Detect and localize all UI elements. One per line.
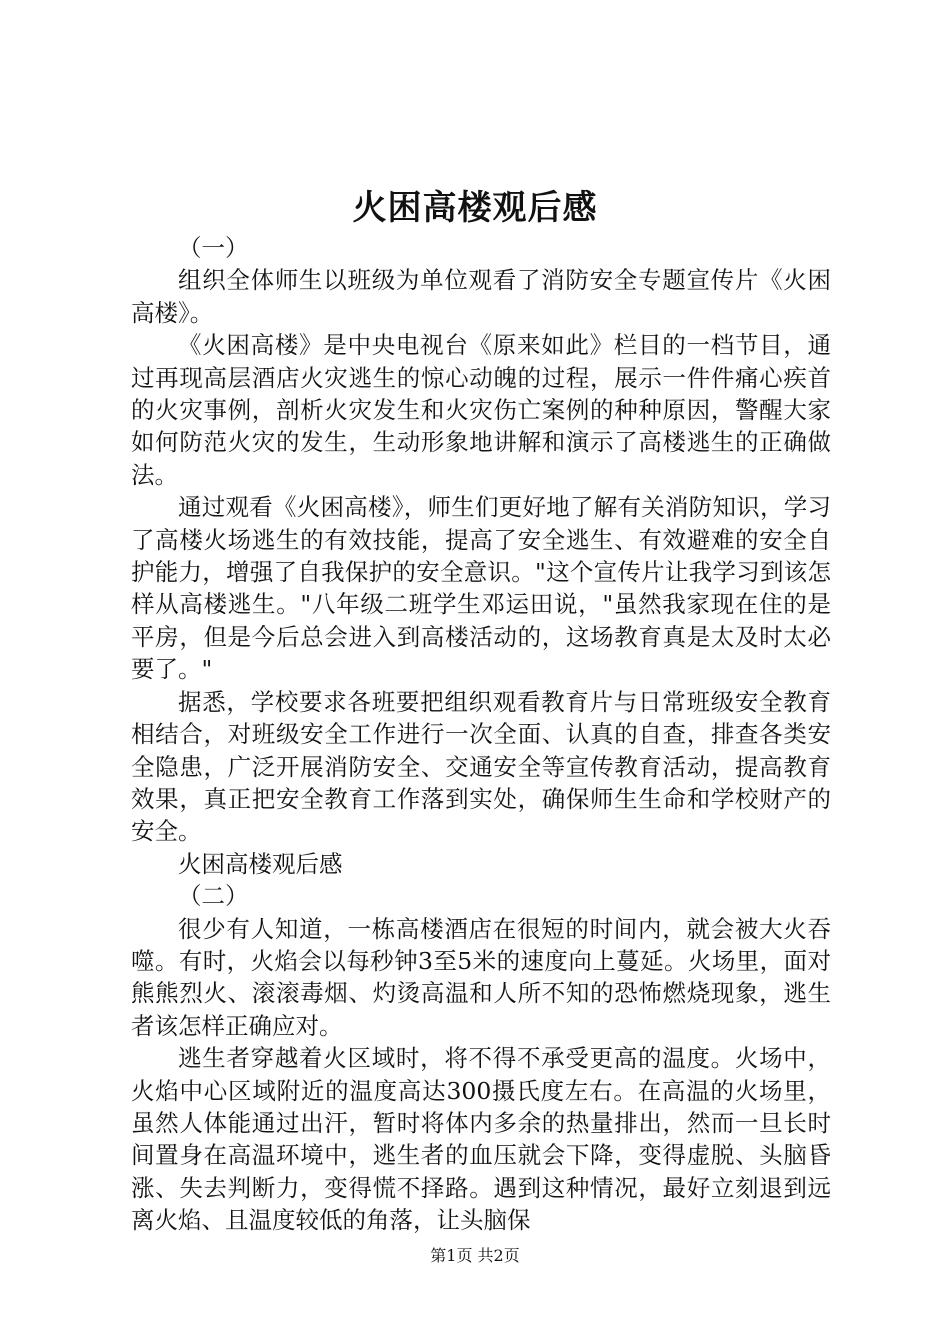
section-heading: 火困高楼观后感 (178, 849, 343, 878)
section-marker-1: （一） (178, 234, 249, 262)
page-number: 第1页 共2页 (430, 1246, 520, 1265)
paragraph: 很少有人知道，一栋高楼酒店在很短的时间内，就会被大火吞噬。有时，火焰会以每秒钟3至5米的速度向上蔓延。火场里，面对熊熊烈火、滚滚毒烟、灼烫高温和人所不知的恐怖燃烧现象，逃生者该怎样正确应对。 (131, 914, 831, 1040)
paragraph: 逃生者穿越着火区域时，将不得不承受更高的温度。火场中，火焰中心区域附近的温度高达300摄氏度左右。在高温的火场里，虽然人体能通过出汗，暂时将体内多余的热量排出，然而一旦长时间置身在高温环境中，逃生者的血压就会下降，变得虚脱、头脑昏涨、失去判断力，变得慌不择路。遇到这种情况，最好立刻退到远离火焰、且温度较低的角落，让头脑保 (131, 1044, 831, 1235)
document-body (131, 232, 831, 1237)
paragraph: 《火困高楼》是中央电视台《原来如此》栏目的一档节目，通过再现高层酒店火灾逃生的惊心动魄的过程，展示一件件痛心疾首的火灾事例，剖析火灾发生和火灾伤亡案例的种种原因，警醒大家如何防范火灾的发生，生动形象地讲解和演示了高楼逃生的正确做法。 (131, 331, 831, 489)
section-marker-2: （二） (178, 882, 249, 911)
paragraph: 据悉，学校要求各班要把组织观看教育片与日常班级安全教育相结合，对班级安全工作进行一次全面、认真的自查，排查各类安全隐患，广泛开展消防安全、交通安全等宣传教育活动，提高教育效果，真正把安全教育工作落到实处，确保师生生命和学校财产的安全。 (131, 687, 831, 846)
paragraph: 通过观看《火困高楼》，师生们更好地了解有关消防知识，学习了高楼火场逃生的有效技能，提高了安全逃生、有效避难的安全自护能力，增强了自我保护的安全意识。"这个宣传片让我学习到该怎样从高楼逃生。"八年级二班学生邓运田说，"虽然我家现在住的是平房，但是今后总会进入到高楼活动的，这场教育真是太及时太必要了。" (131, 493, 831, 684)
document-title: 火困高楼观后感 (352, 188, 598, 228)
paragraph: 组织全体师生以班级为单位观看了消防安全专题宣传片《火困高楼》。 (131, 266, 831, 327)
